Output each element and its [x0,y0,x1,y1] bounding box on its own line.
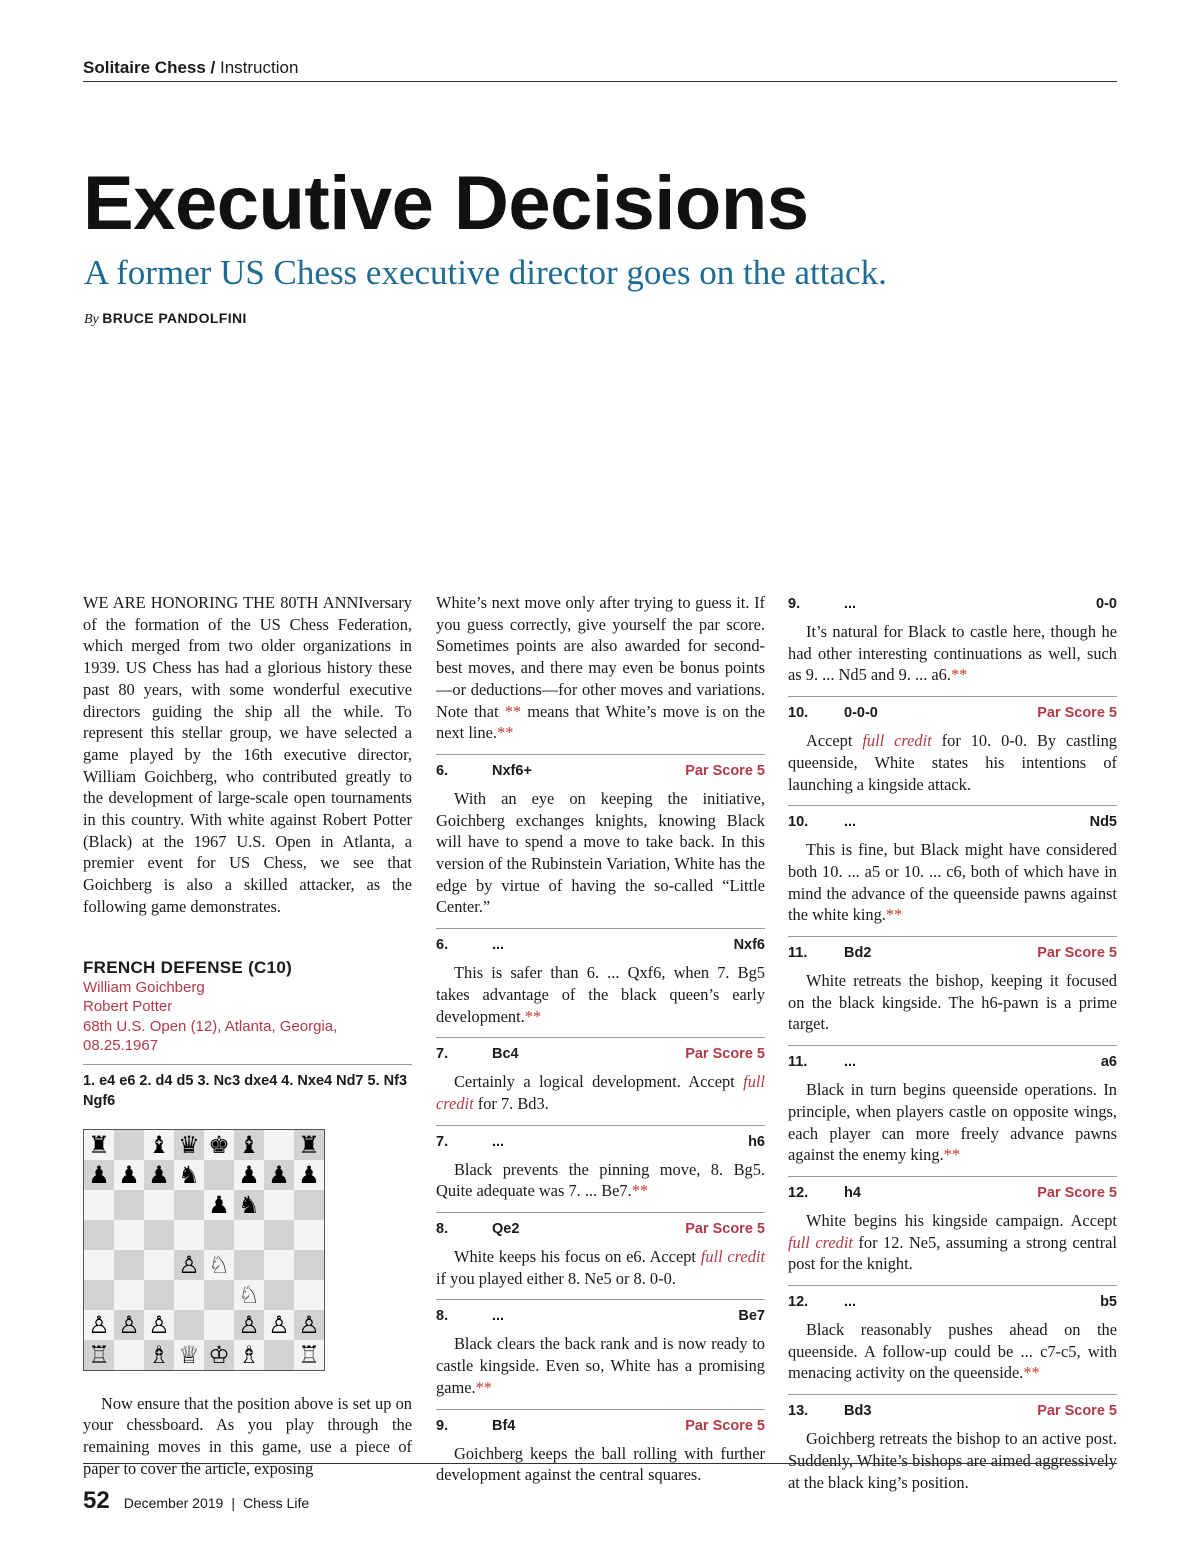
white-rook-icon: ♖ [298,1340,320,1369]
black-move: a6 [1100,1054,1117,1071]
par-score: Par Score 5 [685,762,765,779]
white-pawn-icon: ♙ [268,1310,290,1339]
board-square [264,1220,294,1250]
board-square [234,1340,264,1370]
white-pawn-icon: ♙ [298,1310,320,1339]
comment-text: for 7. Bd3. [477,1093,549,1113]
asterisk-marker: ** [1023,1363,1040,1383]
black-bishop-icon: ♝ [238,1130,260,1159]
move-comment [436,962,765,1027]
footer-rule [83,1463,1117,1464]
move-comment [436,1333,765,1398]
move-row [436,928,765,953]
black-pawn-icon: ♟ [208,1190,230,1219]
board-square [234,1220,264,1250]
game-date: 08.25.1967 [83,1037,159,1055]
black-knight-icon: ♞ [178,1160,200,1189]
move-text: Bf4 [492,1417,516,1434]
page-number: 52 [83,1487,110,1514]
column-2 [436,592,765,1486]
move-dots: ... [844,1054,857,1071]
move-row [788,1176,1117,1201]
board-square [144,1280,174,1310]
comment-text: Black reasonably pushes ahead on the queenside. A follow-up could be ... c7-c5, with menacing activity on the queenside. [788,1320,1117,1383]
article-subtitle: A former US Chess executive director goes on the attack. [84,253,887,292]
board-square [84,1310,114,1340]
header-separator: / [205,58,220,77]
move-number: 10. [788,705,809,722]
move-row [788,1285,1117,1310]
board-square [264,1310,294,1340]
move-dots: ... [844,1294,857,1311]
board-square [84,1220,114,1250]
black-queen-icon: ♛ [178,1130,200,1159]
move-text: Bd3 [844,1403,872,1420]
white-pawn-icon: ♙ [118,1310,140,1339]
move-comment [788,1079,1117,1166]
board-square [294,1280,324,1310]
board-square [294,1310,324,1340]
move-row [788,805,1117,830]
black-bishop-icon: ♝ [148,1130,170,1159]
asterisk-marker: ** [504,701,522,721]
board-square [144,1190,174,1220]
chess-diagram [83,1129,325,1371]
board-square [264,1250,294,1280]
move-row [436,754,765,779]
move-text: h4 [844,1184,861,1201]
black-pawn-icon: ♟ [298,1160,320,1189]
full-credit: full credit [436,1072,765,1113]
move-text: Nxf6+ [492,762,532,779]
asterisk-marker: ** [475,1377,492,1397]
byline-author: BRUCE PANDOLFINI [102,310,247,326]
move-comment [788,839,1117,926]
board-square [174,1190,204,1220]
board-square [294,1190,324,1220]
move-dots: ... [492,1133,505,1150]
board-square [264,1130,294,1160]
par-score: Par Score 5 [685,1046,765,1063]
board-square [114,1310,144,1340]
board-square [204,1220,234,1250]
move-comment [788,730,1117,795]
asterisk-marker: ** [943,1145,961,1165]
move-comment [788,1210,1117,1275]
black-knight-icon: ♞ [238,1190,260,1219]
par-score: Par Score 5 [685,1221,765,1238]
black-player: Robert Potter [83,998,173,1016]
byline-by: By [84,312,99,327]
board-square [84,1250,114,1280]
comment-text: It’s natural for Black to castle here, though he had other interesting continuations as well, such as 9. ... Nd5 and 9. ... a6. [788,622,1117,685]
white-queen-icon: ♕ [178,1340,200,1369]
full-credit: full credit [788,1232,853,1252]
page-footer [83,1487,309,1515]
black-pawn-icon: ♟ [148,1160,170,1189]
board-square [114,1130,144,1160]
move-comment [436,1246,765,1289]
asterisk-marker: ** [631,1181,649,1201]
footer-separator: | [231,1495,235,1511]
asterisk-marker: ** [885,905,903,925]
board-square [294,1160,324,1190]
continuation-text: White’s next move only after trying to guess it. If you guess correctly, give yourself the par score. Sometimes points are also awarded for second-best moves, and there may even be bonus points—or deductions—for other moves and variations. Note that [436,593,765,721]
continuation-end: means that White’s move is on the next line. [436,701,765,743]
move-number: 10. [788,814,809,831]
board-square [174,1310,204,1340]
move-comment [436,1159,765,1202]
move-row [436,1037,765,1062]
board-square [174,1340,204,1370]
category-name: Instruction [220,58,299,77]
move-row [788,592,1117,612]
black-king-icon: ♚ [208,1130,230,1159]
board-square [294,1220,324,1250]
comment-text: for 10. 0-0. By castling queenside, White states his intentions of launching a kingside attack. [788,731,1117,794]
par-score: Par Score 5 [1037,705,1117,722]
board-square [204,1310,234,1340]
board-square [144,1250,174,1280]
board-square [174,1250,204,1280]
intro-paragraph: WE ARE HONORING THE 80TH ANNIversary of the formation of the US Chess Federation, which merged from two older organizations in 1939. US Chess has had a glorious history these past 80 years, with some wonderful executive directors guiding the ship all the while. To represent this stellar group, we have selected a game played by the 16th executive director, William Goichberg, who contributed greatly to the development of large-scale open tournaments in this country. With white against Robert Potter (Black) at the 1967 U.S. Open in Atlanta, a premier event for US Chess, we see that Goichberg is also a skilled attacker, as the following game demonstrates. [83,593,412,916]
comment-text: Black prevents the pinning move, 8. Bg5. Quite adequate was 7. ... Be7. [436,1159,765,1201]
comment-text: Accept [806,731,853,751]
header-rule [83,81,1117,82]
comment-text: for 12. Ne5, assuming a strong central post for the knight. [788,1232,1117,1274]
move-number: 11. [788,945,808,962]
comment-text: White keeps his focus on e6. Accept [454,1247,696,1267]
comment-text: White begins his kingside campaign. Accept [806,1210,1117,1230]
comment-text: if you played either 8. Ne5 or 8. 0-0. [436,1268,676,1288]
move-dots: ... [844,814,857,831]
running-header [83,58,1117,78]
full-credit: full credit [862,731,932,751]
issue-date: December 2019 [123,1495,224,1511]
white-rook-icon: ♖ [88,1340,110,1369]
board-square [84,1130,114,1160]
move-number: 13. [788,1403,809,1420]
move-row [788,1394,1117,1419]
black-pawn-icon: ♟ [88,1160,110,1189]
par-score: Par Score 5 [1037,1184,1117,1201]
black-pawn-icon: ♟ [268,1160,290,1189]
move-text: Bd2 [844,945,872,962]
move-number: 11. [788,1054,808,1071]
board-square [114,1280,144,1310]
black-move: h6 [748,1133,765,1150]
column-1 [83,592,412,1479]
move-row [436,1212,765,1237]
black-rook-icon: ♜ [298,1130,320,1159]
column-3 [788,592,1117,1493]
board-square [294,1130,324,1160]
move-number: 7. [436,1046,449,1063]
full-credit: full credit [700,1247,765,1267]
white-knight-icon: ♘ [238,1280,260,1309]
board-square [144,1130,174,1160]
black-move: Nxf6 [733,937,765,954]
asterisk-marker: ** [497,723,514,743]
board-square [204,1340,234,1370]
move-number: 9. [788,596,801,612]
white-player: William Goichberg [83,978,205,996]
comment-text: Certainly a logical development. Accept [454,1072,735,1092]
board-square [264,1190,294,1220]
move-row [788,1045,1117,1070]
board-square [234,1280,264,1310]
move-comment: Goichberg keeps the ball rolling with further development against the central squares. [436,1443,765,1485]
board-square [264,1340,294,1370]
white-pawn-icon: ♙ [178,1250,200,1279]
board-square [234,1130,264,1160]
board-square [234,1160,264,1190]
move-comment: White retreats the bishop, keeping it focused on the black kingside. The h6-pawn is a prime target. [788,971,1117,1034]
move-comment [788,621,1117,686]
white-pawn-icon: ♙ [148,1310,170,1339]
black-move: Nd5 [1089,814,1117,831]
board-square [174,1220,204,1250]
white-knight-icon: ♘ [208,1250,230,1279]
move-comment: Goichberg retreats the bishop to an active post. Suddenly, White’s bishops are aimed aggressively at the black king’s position. [788,1429,1117,1492]
opening-moves: 1. e4 e6 2. d4 d5 3. Nc3 dxe4 4. Nxe4 Nd7 5. Nf3 Ngf6 [83,1064,412,1111]
black-move: 0-0 [1096,596,1117,612]
board-square [204,1130,234,1160]
board-square [114,1220,144,1250]
move-number: 12. [788,1294,809,1311]
board-square [204,1280,234,1310]
black-pawn-icon: ♟ [118,1160,140,1189]
asterisk-marker: ** [524,1006,542,1026]
move-row [436,1125,765,1150]
board-square [294,1250,324,1280]
board-square [204,1160,234,1190]
move-number: 8. [436,1221,449,1238]
board-square [84,1340,114,1370]
board-square [114,1190,144,1220]
board-square [204,1190,234,1220]
comment-text: This is safer than 6. ... Qxf6, when 7. Bg5 takes advantage of the black queen’s early development. [436,963,765,1026]
board-square [234,1310,264,1340]
white-king-icon: ♔ [208,1340,230,1369]
board-square [294,1340,324,1370]
board-square [174,1130,204,1160]
board-square [84,1280,114,1310]
move-dots: ... [492,937,505,954]
article-title: Executive Decisions [83,161,809,246]
black-pawn-icon: ♟ [238,1160,260,1189]
board-square [204,1250,234,1280]
comment-text: Black clears the back rank and is now ready to castle kingside. Even so, White has a promising game. [436,1334,765,1397]
move-number: 9. [436,1417,449,1434]
board-square [84,1190,114,1220]
board-square [174,1160,204,1190]
opening-heading: FRENCH DEFENSE (C10) [83,957,293,977]
board-square [234,1190,264,1220]
move-row [788,936,1117,961]
board-square [174,1280,204,1310]
move-row [436,1299,765,1324]
board-square [144,1160,174,1190]
move-text: 0-0-0 [844,705,878,722]
board-square [114,1250,144,1280]
move-number: 12. [788,1184,809,1201]
move-number: 6. [436,937,449,954]
move-text: Qe2 [492,1221,520,1238]
white-pawn-icon: ♙ [238,1310,260,1339]
event-name: 68th U.S. Open (12), Atlanta, Georgia, [83,1017,338,1035]
board-square [144,1310,174,1340]
byline [84,310,247,328]
board-square [264,1280,294,1310]
instruction-continued [436,592,765,744]
comment-text: Black in turn begins queenside operations. In principle, when players castle on opposite wings, each player can more freely advance pawns against the enemy king. [788,1080,1117,1165]
move-row [788,696,1117,721]
move-number: 7. [436,1133,449,1150]
move-comment [788,1319,1117,1384]
move-number: 8. [436,1308,449,1325]
board-square [144,1220,174,1250]
board-square [234,1250,264,1280]
par-score: Par Score 5 [685,1417,765,1434]
board-square [264,1160,294,1190]
move-number: 6. [436,762,449,779]
magazine-name: Chess Life [242,1495,310,1511]
asterisk-marker: ** [950,665,968,685]
move-row [436,1409,765,1434]
move-text: Bc4 [492,1046,519,1063]
black-move: b5 [1100,1294,1117,1311]
section-name: Solitaire Chess [83,58,206,77]
move-dots: ... [844,596,857,612]
white-pawn-icon: ♙ [88,1310,110,1339]
board-square [144,1340,174,1370]
move-comment: With an eye on keeping the initiative, Goichberg exchanges knights, knowing Black will have to spend a move to take back. In this version of the Rubinstein Variation, White has the edge by virtue of having the so-called “Little Center.” [436,788,765,917]
move-comment [436,1071,765,1114]
black-move: Be7 [738,1308,765,1325]
move-dots: ... [492,1308,505,1325]
board-square [114,1340,144,1370]
board-square [84,1160,114,1190]
black-rook-icon: ♜ [88,1130,110,1159]
par-score: Par Score 5 [1037,1403,1117,1420]
par-score: Par Score 5 [1037,945,1117,962]
comment-text: This is fine, but Black might have considered both 10. ... a5 or 10. ... c6, both of which have in mind the advance of the queenside pawns against the white king. [788,840,1117,925]
instruction-paragraph: Now ensure that the position above is set up on your chessboard. As you play through the remaining moves in this game, use a piece of paper to cover the article, exposing [83,1393,412,1478]
board-square [114,1160,144,1190]
white-bishop-icon: ♗ [238,1340,260,1369]
white-bishop-icon: ♗ [148,1340,170,1369]
